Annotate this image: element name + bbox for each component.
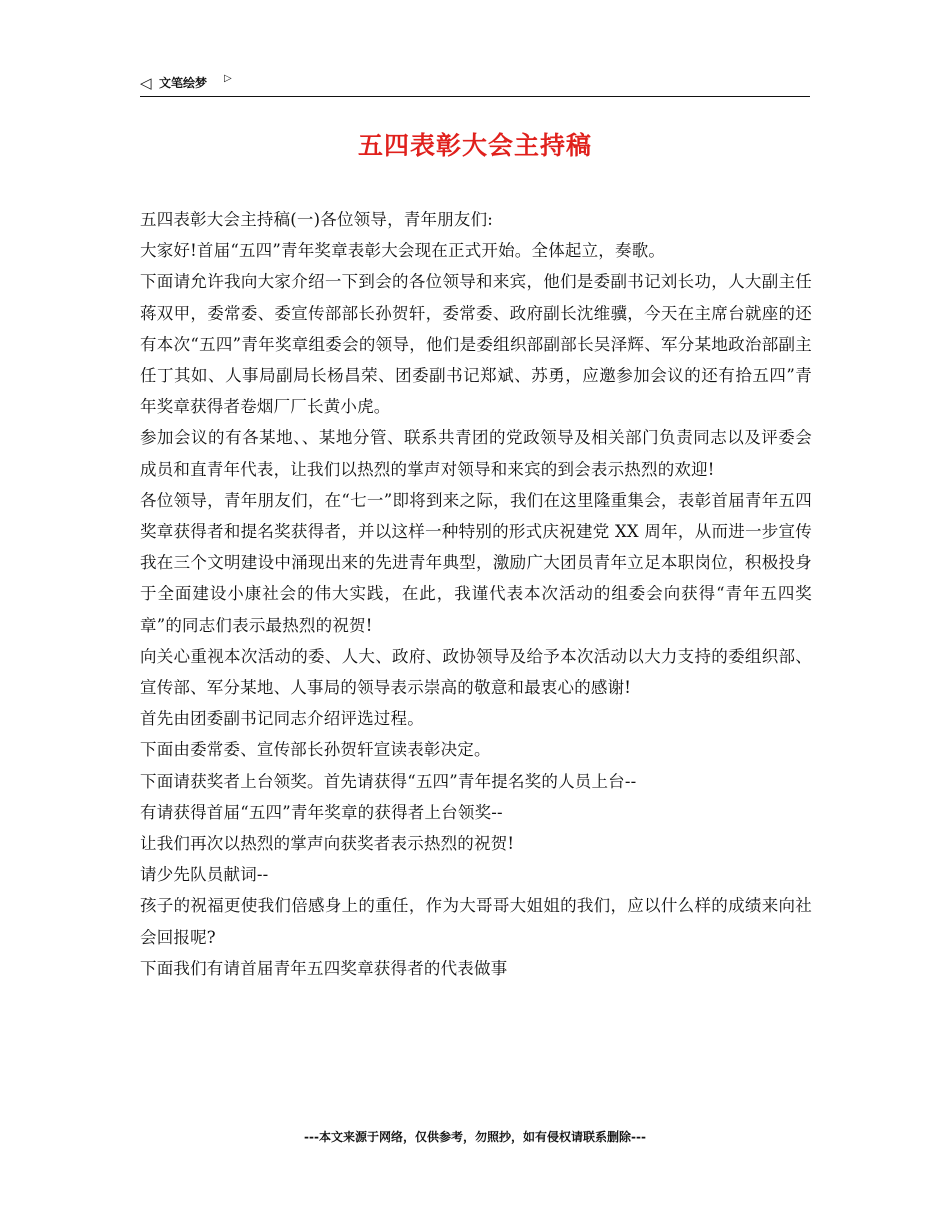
document-title: 五四表彰大会主持稿 [357,131,592,160]
paragraph: 下面请允许我向大家介绍一下到会的各位领导和来宾，他们是委副书记刘长功，人大副主任蒋双甲，委常委、委宣传部部长孙贺轩，委常委、政府副长沈维骥，今天在主席台就座的还有本次“五四”青年奖章组委会的领导，他们是委组织部副部长吴泽辉、军分某地政治部副主任丁其如、人事局副局长杨昌荣、团委副书记郑斌、苏勇，应邀参加会议的还有拾五四”青年奖章获得者卷烟厂厂长黄小虎。 [140,272,812,417]
paragraph: 请少先队员献词-- [140,865,269,885]
brand-name: 文笔绘梦 [159,76,208,90]
right-triangle-icon: ▷ [224,73,232,84]
paragraph: 下面由委常委、宣传部长孙贺轩宣读表彰决定。 [140,740,491,760]
paragraph: 大家好!首届“五四”青年奖章表彰大会现在正式开始。全体起立，奏歌。 [140,241,666,261]
paragraph: 各位领导，青年朋友们，在“七一”即将到来之际，我们在这里隆重集会，表彰首届青年五四奖章获得者和提名奖获得者，并以这样一种特别的形式庆祝建党 XX 周年，从而进一步宣传我在三个文明建设中涌现出来的先进青年典型，激励广大团员青年立足本职岗位，积极投身于全面建设小康社会的伟大实践，在此，我谨代表本次活动的组委会向获得“青年五四奖章”的同志们表示最热烈的祝贺! [140,490,812,635]
paragraph: 下面请获奖者上台领奖。首先请获得“五四”青年提名奖的人员上台-- [140,771,637,791]
paragraph: 五四表彰大会主持稿(一)各位领导，青年朋友们: [140,210,494,229]
paragraph: 首先由团委副书记同志介绍评选过程。 [140,709,424,729]
page-header [140,70,810,97]
paragraph: 有请获得首届“五四”青年奖章的获得者上台领奖-- [140,802,503,822]
paragraph: 参加会议的有各某地、、某地分管、联系共青团的党政领导及相关部门负责同志以及评委会成员和直青年代表，让我们以热烈的掌声对领导和来宾的到会表示热烈的欢迎! [140,428,812,479]
paragraph: 下面我们有请首届青年五四奖章获得者的代表做事 [140,958,508,978]
paragraph: 向关心重视本次活动的委、人大、政府、政协领导及给予本次活动以大力支持的委组织部、宣传部、军分某地、人事局的领导表示崇高的敬意和最衷心的感谢! [140,646,812,698]
footer-disclaimer: ---本文来源于网络，仅供参考，勿照抄，如有侵权请联系删除--- [304,1130,646,1144]
paragraph: 让我们再次以热烈的掌声向获奖者表示热烈的祝贺! [140,834,515,854]
left-triangle-icon: ◁ [140,74,152,92]
document-body [140,204,812,984]
paragraph: 孩子的祝福更使我们倍感身上的重任，作为大哥哥大姐姐的我们，应以什么样的成绩来向社会回报呢? [140,896,812,947]
